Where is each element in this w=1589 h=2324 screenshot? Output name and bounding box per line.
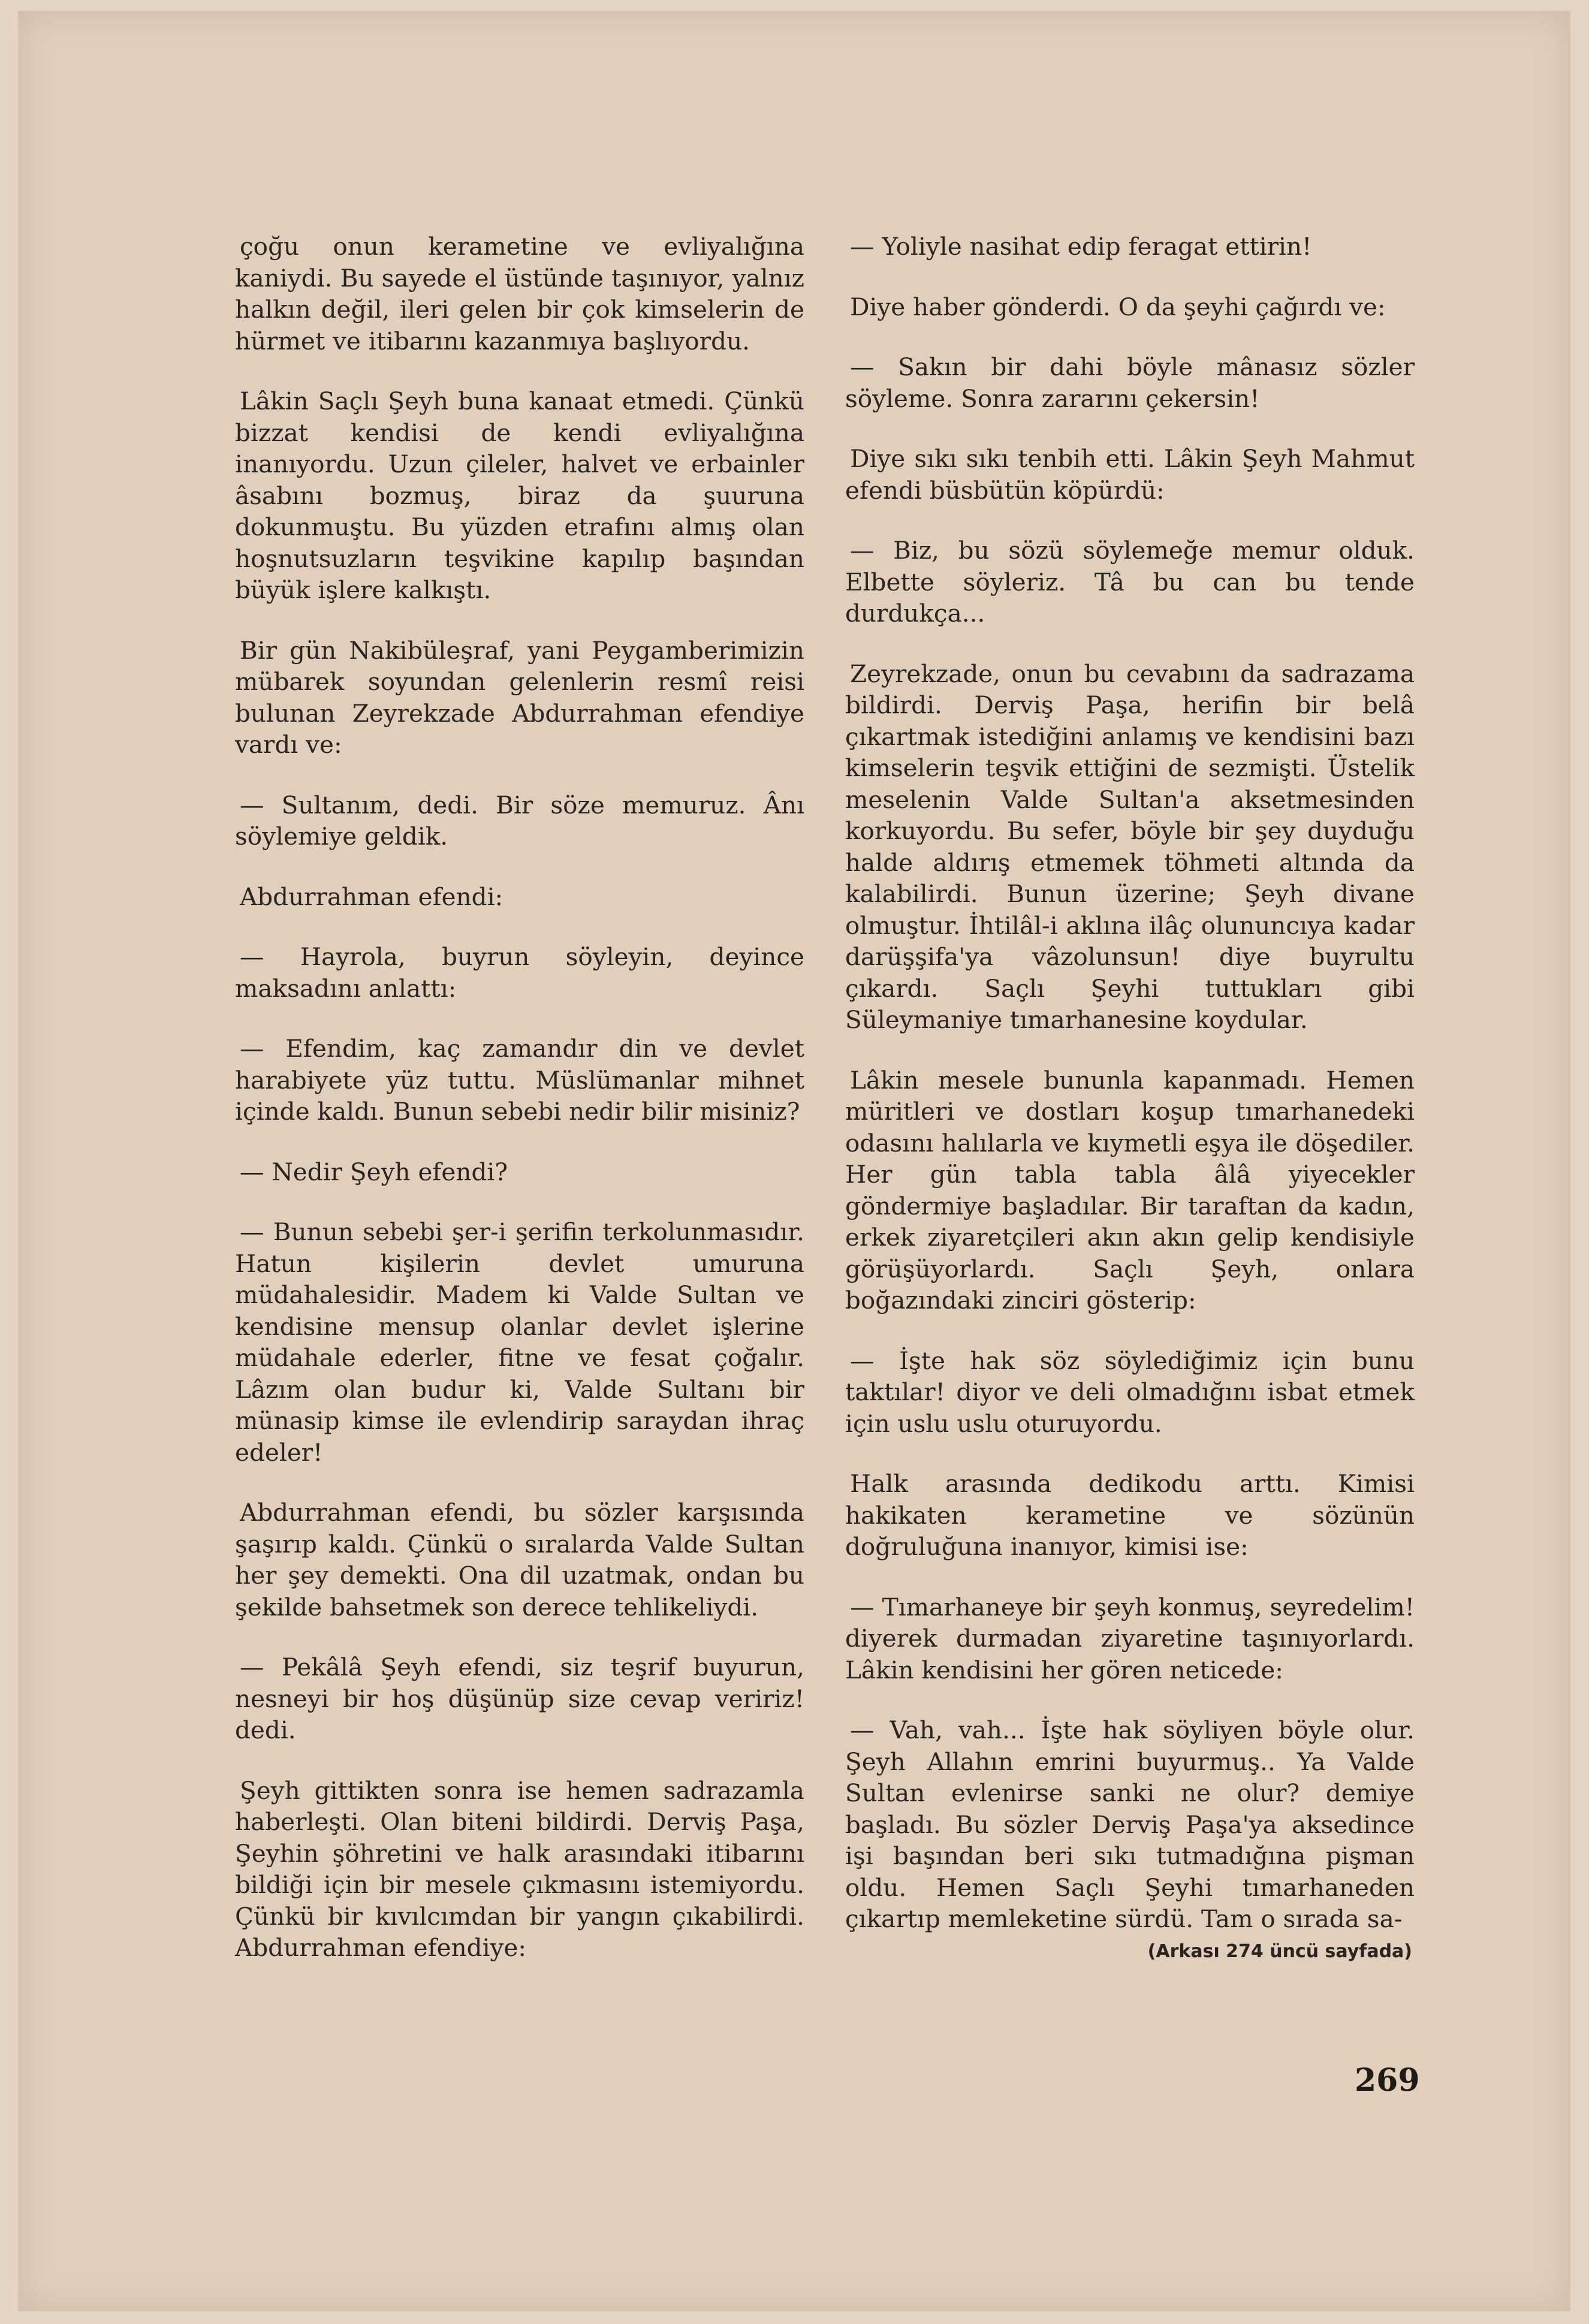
page-number: 269 — [1355, 2062, 1420, 2099]
paragraph: Diye haber gönderdi. O da şeyhi çağırdı ve: — [850, 292, 1386, 321]
paragraph: — Efendim, kaç zamandır din ve devlet harabiyete yüz tuttu. Müslümanlar mihnet içinde kaldı. Bunun sebebi nedir bilir misiniz? — [235, 1034, 804, 1126]
paragraph: — Sakın bir dahi böyle mânasız sözler söyleme. Sonra zararını çekersin! — [845, 352, 1415, 413]
paragraph: çoğu onun kerametine ve evliyalığına kaniydi. Bu sayede el üstünde taşınıyor, yalnız halkın değil, ileri gelen bir çok kimselerin de hürmet ve itibarını kazanmıya başlıyordu. — [235, 232, 804, 355]
paragraph: — Sultanım, dedi. Bir söze memuruz. Ânı söylemiye geldik. — [235, 790, 804, 851]
paragraph: Bir gün Nakibüleşraf, yani Peygamberimizin mübarek soyundan gelenlerin resmî reisi bulunan Zeyrekzade Abdurrahman efendiye vardı ve: — [235, 635, 804, 759]
paragraph: Abdurrahman efendi: — [240, 882, 503, 911]
paragraph: — Hayrola, buyrun söyleyin, deyince maksadını anlattı: — [235, 942, 804, 1003]
paragraph: — Tımarhaneye bir şeyh konmuş, seyredelim! diyerek durmadan ziyaretine taşınıyorlardı. Lâkin kendisini her gören neticede: — [845, 1592, 1415, 1684]
continued-note: (Arkası 274 üncü sayfada) — [1147, 1940, 1412, 1962]
paragraph: Abdurrahman efendi, bu sözler karşısında şaşırıp kaldı. Çünkü o sıralarda Valde Sultan her şey demekti. Ona dil uzatmak, ondan bu şekilde bahsetmek son derece tehlikeliydi. — [235, 1498, 804, 1621]
paragraph: — Bunun sebebi şer-i şerifin terkolunmasıdır. Hatun kişilerin devlet umuruna müdahalesidir. Madem ki Valde Sultan ve kendisine mensup olanlar devlet işlerine müdahale ederler, fitne ve fesat çoğalır. Lâzım olan budur ki, Valde Sultanı bir münasip kimse ile evlendirip saraydan ihraç edeler! — [235, 1217, 804, 1467]
paragraph: Şeyh gittikten sonra ise hemen sadrazamla haberleşti. Olan biteni bildirdi. Derviş Paşa, Şeyhin şöhretini ve halk arasındaki itibarını bildiği için bir mesele çıkmasını istemiyordu. Çünkü bir kıvılcımdan bir yangın çıkabilirdi. Abdurrahman efendiye: — [235, 1776, 804, 1962]
paragraph: — Nedir Şeyh efendi? — [240, 1157, 508, 1186]
paragraph: — Vah, vah... İşte hak söyliyen böyle olur. Şeyh Allahın emrini buyurmuş.. Ya Valde Sultan evlenirse sanki ne olur? demiye başladı. Bu sözler Derviş Paşa'ya aksedince işi başından beri sıkı tutmadığına pişman oldu. Hemen Saçlı Şeyhi tımarhaneden çıkartıp memleketine sürdü. Tam o sırada sa- — [845, 1716, 1415, 1933]
paragraph: Lâkin Saçlı Şeyh buna kanaat etmedi. Çünkü bizzat kendisi de kendi evliyalığına inanıyordu. Uzun çileler, halvet ve erbainler âsabını bozmuş, biraz da şuuruna dokunmuştu. Bu yüzden etrafını almış olan hoşnutsuzların teşvikine kapılıp başından büyük işlere kalkıştı. — [235, 387, 804, 604]
paragraph: Lâkin mesele bununla kapanmadı. Hemen müritleri ve dostları koşup tımarhanedeki odasını halılarla ve kıymetli eşya ile döşediler. Her gün tabla tabla âlâ yiyecekler göndermiye başladılar. Bir taraftan da kadın, erkek ziyaretçileri akın akın gelip kendisiyle görüşüyorlardı. Saçlı Şeyh, onlara boğazındaki zinciri gösterip: — [845, 1065, 1415, 1315]
paragraph: Zeyrekzade, onun bu cevabını da sadrazama bildirdi. Derviş Paşa, herifin bir belâ çıkartmak istediğini anlamış ve kendisini bazı kimselerin teşvik ettiğini de sezmişti. Üstelik meselenin Valde Sultan'a aksetmesinden korkuyordu. Bu sefer, böyle bir şey duyduğu halde aldırış etmemek töhmeti altında da kalabilirdi. Bunun üzerine; Şeyh divane olmuştur. İhtilâl-i aklına ilâç olununcıya kadar darüşşifa'ya vâzolunsun! diye buyrultu çıkardı. Saçlı Şeyhi tuttukları gibi Süleymaniye tımarhanesine koydular. — [845, 659, 1415, 1034]
paragraph: Diye sıkı sıkı tenbih etti. Lâkin Şeyh Mahmut efendi büsbütün köpürdü: — [845, 444, 1415, 505]
paragraph: — Pekâlâ Şeyh efendi, siz teşrif buyurun, nesneyi bir hoş düşünüp size cevap veririz! dedi. — [235, 1653, 804, 1744]
paragraph: Halk arasında dedikodu arttı. Kimisi hakikaten kerametine ve sözünün doğruluğuna inanıyor, kimisi ise: — [845, 1469, 1415, 1561]
paragraph: — Yoliyle nasihat edip feragat ettirin! — [850, 232, 1312, 261]
paragraph: — Biz, bu sözü söylemeğe memur olduk. Elbette söyleriz. Tâ bu can bu tende durdukça... — [845, 536, 1415, 628]
paragraph: — İşte hak söz söylediğimiz için bunu taktılar! diyor ve deli olmadığını isbat etmek için uslu uslu oturuyordu. — [845, 1346, 1415, 1438]
left-column — [235, 231, 804, 1993]
right-column — [845, 231, 1415, 1962]
